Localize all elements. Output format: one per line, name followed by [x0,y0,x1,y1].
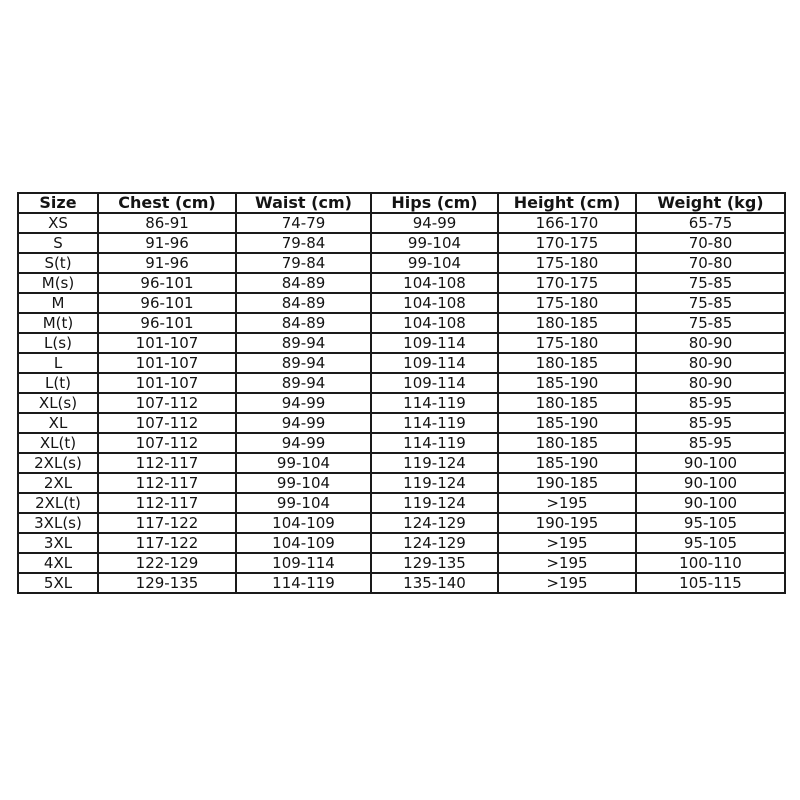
table-cell: XS [18,213,98,233]
table-cell: 2XL(s) [18,453,98,473]
column-header: Hips (cm) [371,193,498,213]
table-cell: M(t) [18,313,98,333]
table-row [18,553,785,573]
table-cell: 104-109 [236,533,371,553]
table-cell: 180-185 [498,313,636,333]
table-cell: 105-115 [636,573,785,593]
table-row [18,213,785,233]
table-cell: 85-95 [636,393,785,413]
table-cell: 114-119 [371,433,498,453]
table-cell: 70-80 [636,253,785,273]
table-cell: 107-112 [98,413,236,433]
table-cell: 185-190 [498,453,636,473]
table-cell: 89-94 [236,373,371,393]
table-cell: 65-75 [636,213,785,233]
table-row [18,393,785,413]
table-cell: >195 [498,573,636,593]
table-cell: 190-185 [498,473,636,493]
table-cell: 135-140 [371,573,498,593]
table-cell: 114-119 [371,393,498,413]
column-header: Weight (kg) [636,193,785,213]
table-cell: M [18,293,98,313]
table-cell: 4XL [18,553,98,573]
table-cell: 75-85 [636,293,785,313]
table-cell: 114-119 [236,573,371,593]
table-cell: 180-185 [498,393,636,413]
table-cell: 109-114 [371,333,498,353]
table-cell: 94-99 [236,413,371,433]
table-row [18,513,785,533]
table-cell: 89-94 [236,353,371,373]
table-cell: 175-180 [498,253,636,273]
table-cell: 166-170 [498,213,636,233]
table-cell: 109-114 [236,553,371,573]
table-cell: 99-104 [236,493,371,513]
table-row [18,453,785,473]
table-cell: 96-101 [98,313,236,333]
table-cell: 99-104 [236,473,371,493]
table-cell: >195 [498,553,636,573]
table-cell: 170-175 [498,273,636,293]
table-cell: 119-124 [371,473,498,493]
table-row [18,293,785,313]
table-cell: 84-89 [236,313,371,333]
table-cell: 112-117 [98,453,236,473]
column-header: Waist (cm) [236,193,371,213]
table-cell: S [18,233,98,253]
table-cell: 91-96 [98,253,236,273]
table-cell: L [18,353,98,373]
table-cell: >195 [498,493,636,513]
table-cell: XL(s) [18,393,98,413]
table-cell: >195 [498,533,636,553]
table-cell: 80-90 [636,373,785,393]
table-row [18,493,785,513]
table-cell: 101-107 [98,333,236,353]
table-row [18,573,785,593]
table-cell: 95-105 [636,513,785,533]
table-row [18,253,785,273]
table-cell: S(t) [18,253,98,273]
column-header: Size [18,193,98,213]
column-header: Height (cm) [498,193,636,213]
table-cell: 180-185 [498,353,636,373]
table-cell: 119-124 [371,453,498,473]
table-row [18,433,785,453]
table-cell: 170-175 [498,233,636,253]
table-cell: 5XL [18,573,98,593]
table-cell: 75-85 [636,273,785,293]
table-cell: 3XL(s) [18,513,98,533]
table-cell: 104-109 [236,513,371,533]
table-row [18,373,785,393]
table-cell: 85-95 [636,433,785,453]
table-cell: 94-99 [236,433,371,453]
table-cell: 124-129 [371,513,498,533]
table-cell: 84-89 [236,273,371,293]
table-cell: 175-180 [498,293,636,313]
table-cell: 91-96 [98,233,236,253]
table-row [18,333,785,353]
table-cell: 122-129 [98,553,236,573]
table-cell: XL(t) [18,433,98,453]
table-cell: 114-119 [371,413,498,433]
table-cell: 89-94 [236,333,371,353]
table-cell: L(t) [18,373,98,393]
table-cell: 86-91 [98,213,236,233]
table-cell: 107-112 [98,433,236,453]
table-cell: 190-195 [498,513,636,533]
table-cell: 124-129 [371,533,498,553]
size-chart-table [17,192,786,594]
table-cell: 112-117 [98,493,236,513]
table-cell: 99-104 [371,233,498,253]
table-cell: 185-190 [498,413,636,433]
table-cell: 180-185 [498,433,636,453]
table-body [18,213,785,593]
table-cell: L(s) [18,333,98,353]
table-cell: 3XL [18,533,98,553]
table-cell: 104-108 [371,273,498,293]
table-cell: 94-99 [236,393,371,413]
table-cell: 80-90 [636,333,785,353]
table-row [18,353,785,373]
table-cell: 70-80 [636,233,785,253]
table-cell: 101-107 [98,373,236,393]
table-cell: 96-101 [98,293,236,313]
table-cell: 185-190 [498,373,636,393]
table-cell: 109-114 [371,373,498,393]
table-cell: 95-105 [636,533,785,553]
table-cell: 117-122 [98,513,236,533]
table-cell: 2XL(t) [18,493,98,513]
table-cell: 75-85 [636,313,785,333]
table-cell: 117-122 [98,533,236,553]
table-row [18,533,785,553]
table-row [18,413,785,433]
table-cell: 84-89 [236,293,371,313]
table-cell: 112-117 [98,473,236,493]
table-cell: 79-84 [236,253,371,273]
column-header: Chest (cm) [98,193,236,213]
table-cell: 107-112 [98,393,236,413]
table-cell: 90-100 [636,493,785,513]
table-cell: 80-90 [636,353,785,373]
table-cell: 100-110 [636,553,785,573]
table-cell: 96-101 [98,273,236,293]
table-cell: 2XL [18,473,98,493]
table-cell: 90-100 [636,453,785,473]
table-row [18,273,785,293]
table-cell: 109-114 [371,353,498,373]
table-cell: XL [18,413,98,433]
table-cell: M(s) [18,273,98,293]
table-cell: 104-108 [371,313,498,333]
table-cell: 85-95 [636,413,785,433]
table-cell: 94-99 [371,213,498,233]
table-cell: 129-135 [371,553,498,573]
table-row [18,473,785,493]
table-row [18,313,785,333]
table-row [18,233,785,253]
table-cell: 99-104 [236,453,371,473]
table-cell: 101-107 [98,353,236,373]
header-row [18,193,785,213]
table-cell: 79-84 [236,233,371,253]
table-cell: 99-104 [371,253,498,273]
table-cell: 74-79 [236,213,371,233]
table-cell: 175-180 [498,333,636,353]
table-cell: 119-124 [371,493,498,513]
table-cell: 129-135 [98,573,236,593]
table-cell: 104-108 [371,293,498,313]
table-cell: 90-100 [636,473,785,493]
